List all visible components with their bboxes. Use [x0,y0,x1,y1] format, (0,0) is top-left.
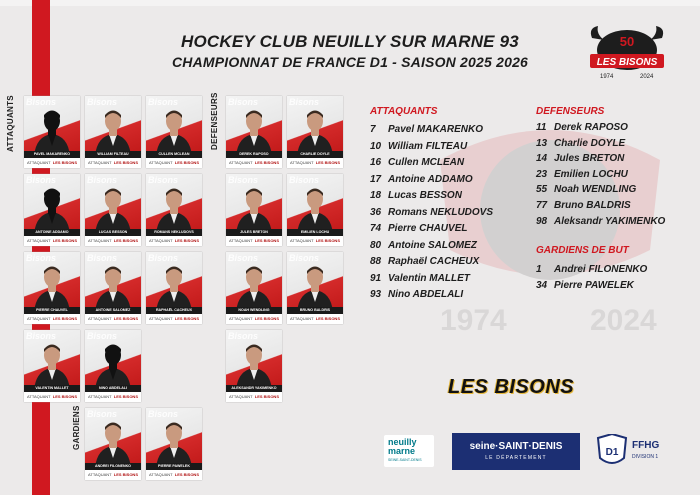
player-number: 93 [370,289,382,300]
player-photo [32,340,72,390]
player-name: Derek RAPOSO [554,122,628,133]
player-number: 14 [536,153,548,165]
card-footer [146,236,202,246]
card-brand: Bisons [26,331,57,341]
card-player-name: NOAH WENDLING [226,307,282,314]
card-footer-right: LES BISONS [174,160,199,165]
roster-row [370,273,470,284]
player-number: 74 [370,223,382,234]
card-footer-right: LES BISONS [315,238,340,243]
roster-row [370,190,462,201]
player-photo [234,106,274,156]
card-player-name: JULES BRETON [226,229,282,236]
card-footer-left: ATTAQUANT [27,160,51,165]
card-footer [85,158,141,168]
roster-row [536,184,636,195]
card-footer-right: LES BISONS [315,160,340,165]
card-player-name: BRUNO BALDRIS [287,307,343,314]
card-player-name: PAVEL MAKARENKO [24,151,80,158]
roster-row [370,256,479,267]
card-footer-left: ATTAQUANT [88,394,112,399]
player-number: 55 [536,184,548,196]
player-number: 98 [536,215,548,227]
label-defenseurs: DEFENSEURS [210,92,219,150]
logo-number: 50 [619,34,635,49]
card-footer-left: ATTAQUANT [229,238,253,243]
player-number: 77 [536,200,548,211]
card-footer-right: LES BISONS [113,394,138,399]
card-footer-right: LES BISONS [174,238,199,243]
sponsor-neuilly-marne [384,435,434,467]
logo-year-left: 1974 [600,74,614,80]
player-name: William FILTEAU [388,140,468,152]
card-footer [85,392,141,402]
card-footer-right: LES BISONS [113,160,138,165]
card-footer-left: ATTAQUANT [290,160,314,165]
player-card [24,252,80,324]
roster-row [536,280,634,291]
card-brand: Bisons [148,253,179,263]
player-name: Pierre CHAUVEL [388,223,468,234]
label-attaquants: ATTAQUANTS [6,95,15,152]
card-brand: Bisons [87,175,118,185]
player-card [226,96,282,168]
card-brand: Bisons [87,253,118,263]
roster-row [370,174,473,185]
player-name: Cullen MCLEAN [388,157,465,168]
card-footer-left: ATTAQUANT [88,316,112,321]
card-player-name: CULLEN MCLEAN [146,151,202,158]
card-player-name: EMILIEN LOCHU [287,229,343,236]
player-number: 34 [536,280,548,291]
player-name: Lucas BESSON [388,190,462,201]
player-name: Aleksandr YAKIMENKO [554,215,666,227]
card-footer [24,236,80,246]
card-footer-right: LES BISONS [174,316,199,321]
watermark-year-left: 1974 [440,304,507,337]
card-footer [226,236,282,246]
player-card [226,174,282,246]
card-brand: Bisons [228,175,259,185]
card-footer-left: ATTAQUANT [149,238,173,243]
player-photo [32,184,72,234]
player-number: 91 [370,272,382,284]
card-player-name: ANDREI FILONENKO [85,463,141,470]
player-name: Romans NEKLUDOVS [388,206,494,218]
player-name: Pierre PAWELEK [554,280,634,291]
card-brand: Bisons [148,97,179,107]
card-brand: Bisons [87,97,118,107]
card-footer-right: LES BISONS [52,394,77,399]
player-number: 88 [370,256,382,267]
player-name: Emilien LOCHU [554,168,628,180]
card-footer [24,158,80,168]
watermark-year-right: 2024 [590,304,657,337]
card-footer [24,314,80,324]
card-brand: Bisons [228,97,259,107]
player-photo [234,184,274,234]
card-player-name: CHARLIE DOYLE [287,151,343,158]
card-player-name: VALENTIN MALLET [24,385,80,392]
card-player-name: DEREK RAPOSO [226,151,282,158]
player-card [85,330,141,402]
player-number: 18 [370,190,382,201]
player-name: Pavel MAKARENKO [388,124,484,135]
ffhg-title: FFHG [632,440,660,451]
card-footer-right: LES BISONS [113,316,138,321]
player-card [85,96,141,168]
player-card [146,96,202,168]
card-footer-left: ATTAQUANT [27,238,51,243]
player-card [24,96,80,168]
roster-row [536,200,631,211]
card-footer [226,158,282,168]
player-photo [32,262,72,312]
card-footer-right: LES BISONS [254,394,279,399]
heading-attaquants: ATTAQUANTS [370,106,438,117]
card-player-name: PIERRE PAWELEK [146,463,202,470]
card-footer [146,314,202,324]
card-footer-right: LES BISONS [52,316,77,321]
roster-row [370,289,463,300]
player-photo [154,418,194,468]
roster-row [370,141,467,152]
roster-row [536,264,647,275]
card-player-name: ALEKSANDR YAKIMENKO [226,385,282,392]
roster-row [370,223,467,234]
card-footer-left: ATTAQUANT [229,160,253,165]
player-number: 7 [370,124,376,135]
heading-gardiens: GARDIENS DE BUT [536,245,629,256]
player-photo [295,106,335,156]
card-footer [287,158,343,168]
card-footer [226,392,282,402]
card-footer-left: ATTAQUANT [149,316,173,321]
card-brand: Bisons [289,253,320,263]
roster-row [370,124,483,135]
player-name: Antoine SALOMEZ [388,239,477,251]
red-stripe [32,0,50,495]
card-footer-right: LES BISONS [254,238,279,243]
player-number: 1 [536,264,542,275]
card-brand: Bisons [26,253,57,263]
card-player-name: ANTOINE SALOMEZ [85,307,141,314]
player-number: 11 [536,122,547,133]
player-number: 10 [370,140,382,152]
card-player-name: WILLIAM FILTEAU [85,151,141,158]
card-footer [146,470,202,480]
card-player-name: NINO ABDELALI [85,385,141,392]
card-footer [146,158,202,168]
card-footer-right: LES BISONS [113,472,138,477]
ffhg-subtitle: DIVISION 1 [632,454,659,460]
roster-row [370,157,464,168]
player-card [226,252,282,324]
card-footer-left: ATTAQUANT [88,160,112,165]
card-player-name: RAPHAËL CACHEUX [146,307,202,314]
card-footer-right: LES BISONS [52,238,77,243]
roster-row [536,122,628,133]
player-card [287,96,343,168]
card-footer [287,236,343,246]
player-photo [93,340,133,390]
roster-row [536,153,624,164]
card-brand: Bisons [289,97,320,107]
player-card [146,252,202,324]
card-footer-left: ATTAQUANT [27,316,51,321]
card-footer-left: ATTAQUANT [229,316,253,321]
card-player-name: LUCAS BESSON [85,229,141,236]
player-card [287,252,343,324]
card-footer-right: LES BISONS [254,316,279,321]
card-footer-left: ATTAQUANT [229,394,253,399]
card-footer [24,392,80,402]
card-footer-left: ATTAQUANT [149,472,173,477]
player-card [85,408,141,480]
card-brand: Bisons [148,175,179,185]
player-card [146,174,202,246]
card-footer-right: LES BISONS [254,160,279,165]
player-name: Nino ABDELALI [388,289,464,300]
top-band [0,0,700,6]
card-brand: Bisons [289,175,320,185]
player-number: 80 [370,239,382,251]
card-brand: Bisons [228,331,259,341]
card-brand: Bisons [87,331,118,341]
card-player-name: ROMANS NEKLUDOVS [146,229,202,236]
player-name: Bruno BALDRIS [554,200,631,211]
player-photo [154,262,194,312]
player-photo [295,262,335,312]
card-footer-left: ATTAQUANT [88,238,112,243]
player-name: Valentin MALLET [388,272,470,284]
ssd-subtitle: LE DÉPARTEMENT [485,455,547,461]
card-footer-right: LES BISONS [174,472,199,477]
player-card [226,330,282,402]
player-photo [93,262,133,312]
player-photo [154,184,194,234]
player-card [24,174,80,246]
card-player-name: ANTOINE ADDAMO [24,229,80,236]
player-card [24,330,80,402]
sponsor-seine-saint-denis [452,433,580,470]
card-player-name: PIERRE CHAUVEL [24,307,80,314]
player-number: 36 [370,206,382,218]
card-footer [226,314,282,324]
club-anniversary-logo [586,24,668,82]
ffhg-shield-icon [596,434,628,468]
player-photo [154,106,194,156]
card-footer-left: ATTAQUANT [290,238,314,243]
player-card [85,174,141,246]
player-number: 16 [370,157,382,168]
card-footer-right: LES BISONS [52,160,77,165]
player-photo [234,340,274,390]
card-footer [85,470,141,480]
player-name: Noah WENDLING [554,184,637,196]
neuilly-tagline: SEINE-SAINT-DENIS [388,458,422,462]
roster-row [536,169,628,180]
player-name: Andrei FILONENKO [554,264,648,275]
les-bisons-logo: LES BISONS [448,376,575,398]
player-photo [93,184,133,234]
card-footer-left: ATTAQUANT [290,316,314,321]
player-card [85,252,141,324]
neuilly-line1: neuilly [388,437,417,447]
roster-row [370,240,477,251]
player-name: Charlie DOYLE [554,137,626,149]
page-title: HOCKEY CLUB NEUILLY SUR MARNE 93 [181,32,519,51]
card-footer-left: ATTAQUANT [27,394,51,399]
sponsor-ffhg [596,432,684,470]
card-footer [85,314,141,324]
card-brand: Bisons [26,175,57,185]
player-number: 13 [536,137,548,149]
player-photo [93,418,133,468]
ffhg-badge: D1 [605,447,619,458]
player-number: 23 [536,168,548,180]
player-name: Raphaël CACHEUX [388,256,480,267]
player-photo [295,184,335,234]
logo-year-right: 2024 [640,74,654,80]
player-photo [32,106,72,156]
player-name: Jules BRETON [554,153,625,165]
card-footer-right: LES BISONS [113,238,138,243]
card-footer-right: LES BISONS [315,316,340,321]
card-footer-left: ATTAQUANT [88,472,112,477]
neuilly-line2: marne [388,446,416,456]
roster-row [370,207,493,218]
ssd-title: seine·SAINT·DENIS [469,441,563,452]
page-subtitle: CHAMPIONNAT DE FRANCE D1 - SAISON 2025 2026 [171,54,529,70]
player-card [146,408,202,480]
card-footer [85,236,141,246]
card-brand: Bisons [228,253,259,263]
card-brand: Bisons [87,409,118,419]
card-footer-left: ATTAQUANT [149,160,173,165]
label-gardiens: GARDIENS [72,405,81,450]
player-card [287,174,343,246]
card-brand: Bisons [148,409,179,419]
roster-row [536,216,665,227]
player-name: Antoine ADDAMO [388,173,473,185]
heading-defenseurs: DEFENSEURS [536,106,605,117]
logo-text: LES BISONS [596,57,658,68]
card-footer [287,314,343,324]
player-number: 17 [370,173,382,185]
player-photo [93,106,133,156]
player-photo [234,262,274,312]
roster-row [536,138,625,149]
card-brand: Bisons [26,97,57,107]
